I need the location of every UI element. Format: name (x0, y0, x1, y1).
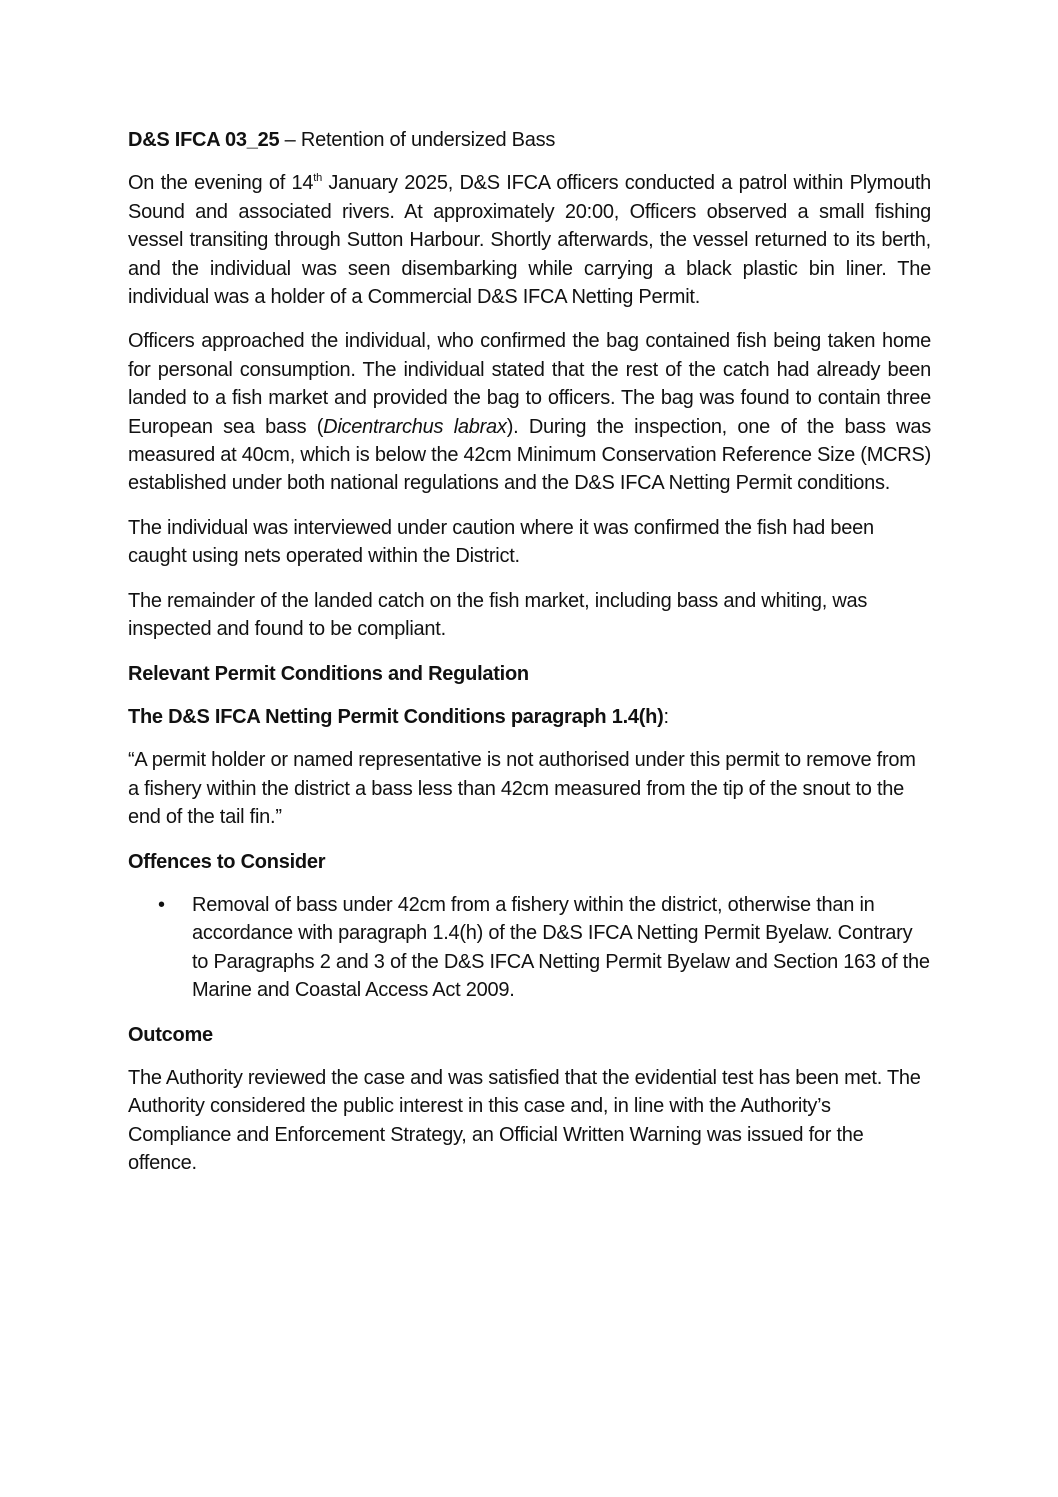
offence-item (128, 891, 931, 1005)
paragraph-interview: The individual was interviewed under caution where it was confirmed the fish had been caught using nets operated within the District. (128, 516, 874, 568)
heading-outcome: Outcome (128, 1023, 213, 1046)
paragraph-patrol (128, 169, 931, 311)
paragraph-inspection (128, 327, 931, 497)
heading-relevant-conditions: Relevant Permit Conditions and Regulation (128, 662, 529, 685)
offences-list (128, 891, 931, 1005)
permit-condition-quote: “A permit holder or named representative is not authorised under this permit to remove from a fishery within the district a bass less than 42cm measured from the tip of the snout to the end of the tail fin.” (128, 749, 916, 829)
inspection-text-b: ). During the inspection, one of the bass was measured at 40cm, which is below the 42cm Minimum Conservation Reference Size (MCRS) established under both national regulations and the D&S IFCA Netting Permit conditions. (128, 415, 932, 495)
date-suffix: th (313, 172, 322, 185)
permit-condition-label: The D&S IFCA Netting Permit Conditions paragraph 1.4(h) (128, 705, 664, 728)
bullet-icon: • (158, 893, 165, 916)
patrol-text-b: January 2025, D&S IFCA officers conducted a patrol within Plymouth Sound and associated rivers. At approximately 20:00, Officers observed a small fishing vessel transiting through Sutton Harbour. Shortly afterwards, the vessel returned to its berth, and the individual was seen disembarking while carrying a black plastic bin liner. The individual was a holder of a Commercial D&S IFCA Netting Permit. (128, 172, 931, 309)
species-name: Dicentrarchus labrax (323, 415, 507, 438)
case-reference: D&S IFCA 03_25 (128, 129, 280, 151)
document-page (128, 126, 931, 1194)
heading-offences: Offences to Consider (128, 850, 326, 873)
case-subject: Retention of undersized Bass (300, 129, 556, 151)
case-title (128, 126, 931, 154)
inspection-text-a: Officers approached the individual, who confirmed the bag contained fish being taken home for personal consumption. The individual stated that the rest of the catch had already been landed to a fish market and provided the bag to officers. The bag was found to contain three European sea bass ( (128, 330, 931, 438)
paragraph-remainder: The remainder of the landed catch on the fish market, including bass and whiting, was inspected and found to be compliant. (128, 589, 868, 641)
paragraph-outcome: The Authority reviewed the case and was satisfied that the evidential test has been met. The Authority considered the public interest in this case and, in line with the Authority’s Compliance and Enforcement Strategy, an Official Written Warning was issued for the offence. (128, 1066, 921, 1175)
patrol-text-a: On the evening of 14 (128, 172, 314, 195)
title-dash: – (279, 129, 301, 151)
offence-text: Removal of bass under 42cm from a fishery within the district, otherwise than in accordance with paragraph 1.4(h) of the D&S IFCA Netting Permit Byelaw. Contrary to Paragraphs 2 and 3 of the D&S IFCA Netting Permit Byelaw and Section 163 of the Marine and Coastal Access Act 2009. (192, 893, 930, 1002)
permit-condition-colon: : (663, 705, 669, 728)
heading-permit-condition (128, 703, 931, 731)
